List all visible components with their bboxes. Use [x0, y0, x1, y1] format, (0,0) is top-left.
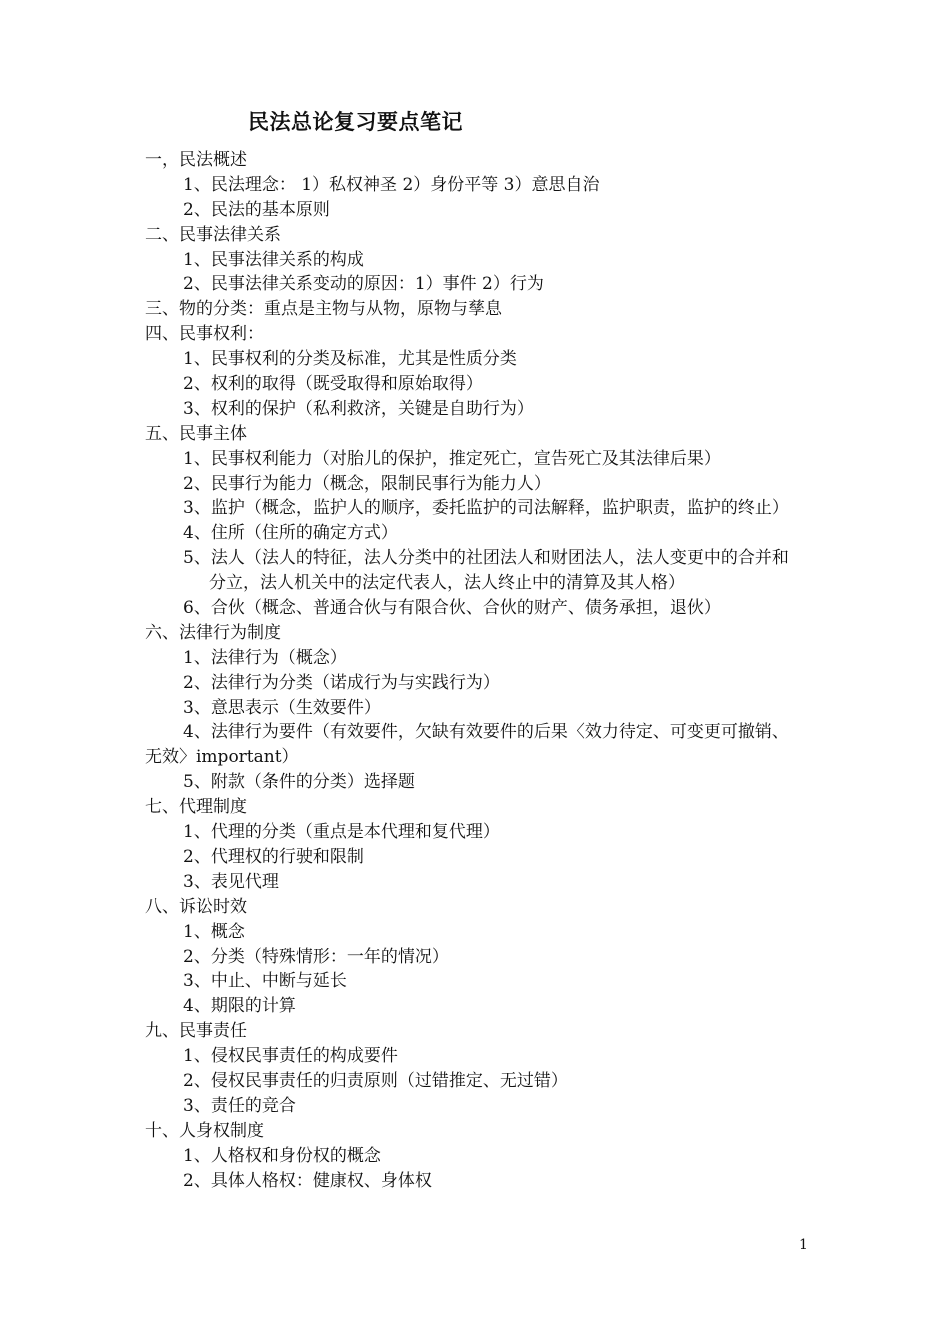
outline-item: 5、法人（法人的特征，法人分类中的社团法人和财团法人，法人变更中的合并和: [183, 548, 789, 569]
outline-item: 2、民事法律关系变动的原因：1）事件 2）行为: [183, 274, 544, 295]
outline-item: 2、民事行为能力（概念，限制民事行为能力人）: [183, 473, 551, 494]
section-heading: 四、民事权利：: [145, 324, 264, 345]
outline-item-continuation: 无效〉important）: [145, 747, 299, 768]
outline-item: 2、法律行为分类（诺成行为与实践行为）: [183, 672, 500, 693]
section-heading: 八、诉讼时效: [145, 896, 247, 917]
outline-item: 1、法律行为（概念）: [183, 647, 347, 668]
section-heading: 七、代理制度: [145, 797, 247, 818]
outline-item: 5、附款（条件的分类）选择题: [183, 772, 415, 793]
outline-item: 1、民法理念： 1）私权神圣 2）身份平等 3）意思自治: [183, 174, 600, 195]
outline-item: 3、中止、中断与延长: [183, 971, 347, 992]
outline-item: 1、概念: [183, 921, 245, 942]
outline-item: 4、住所（住所的确定方式）: [183, 523, 398, 544]
outline-item: 2、侵权民事责任的归责原则（过错推定、无过错）: [183, 1070, 568, 1091]
section-heading: 十、人身权制度: [145, 1120, 264, 1141]
outline-item: 3、监护（概念，监护人的顺序，委托监护的司法解释，监护职责，监护的终止）: [183, 498, 789, 519]
outline-item: 3、权利的保护（私利救济，关键是自助行为）: [183, 398, 534, 419]
outline-item: 1、民事权利能力（对胎儿的保护，推定死亡，宣告死亡及其法律后果）: [183, 448, 721, 469]
outline-item: 4、期限的计算: [183, 996, 296, 1017]
outline-item: 2、民法的基本原则: [183, 199, 330, 220]
outline-item: 1、侵权民事责任的构成要件: [183, 1046, 398, 1067]
document-title: 民法总论复习要点笔记: [248, 110, 463, 134]
outline-item: 4、法律行为要件（有效要件，欠缺有效要件的后果〈效力待定、可变更可撤销、: [183, 722, 789, 743]
outline-item: 2、分类（特殊情形：一年的情况）: [183, 946, 449, 967]
outline-item-continuation: 分立，法人机关中的法定代表人，法人终止中的清算及其人格）: [209, 573, 685, 594]
outline-item: 6、合伙（概念、普通合伙与有限合伙、合伙的财产、债务承担，退伙）: [183, 598, 721, 619]
outline-item: 1、人格权和身份权的概念: [183, 1145, 381, 1166]
outline-item: 1、民事权利的分类及标准，尤其是性质分类: [183, 349, 517, 370]
outline-item: 2、权利的取得（既受取得和原始取得）: [183, 374, 483, 395]
outline-item: 3、意思表示（生效要件）: [183, 697, 381, 718]
outline-item: 1、民事法律关系的构成: [183, 249, 364, 270]
outline-item: 2、具体人格权：健康权、身体权: [183, 1170, 432, 1191]
section-heading: 九、民事责任: [145, 1021, 247, 1042]
outline-item: 2、代理权的行驶和限制: [183, 846, 364, 867]
outline-item: 3、责任的竞合: [183, 1095, 296, 1116]
outline-list: [0, 148, 950, 1193]
page-number: 1: [799, 1237, 808, 1253]
section-heading: 二、民事法律关系: [145, 224, 281, 245]
outline-item: 3、表见代理: [183, 871, 279, 892]
section-heading: 六、法律行为制度: [145, 622, 281, 643]
section-heading: 五、民事主体: [145, 423, 247, 444]
section-heading: 三、物的分类：重点是主物与从物，原物与孳息: [145, 299, 502, 320]
outline-item: 1、代理的分类（重点是本代理和复代理）: [183, 822, 500, 843]
section-heading: 一，民法概述: [145, 150, 247, 170]
